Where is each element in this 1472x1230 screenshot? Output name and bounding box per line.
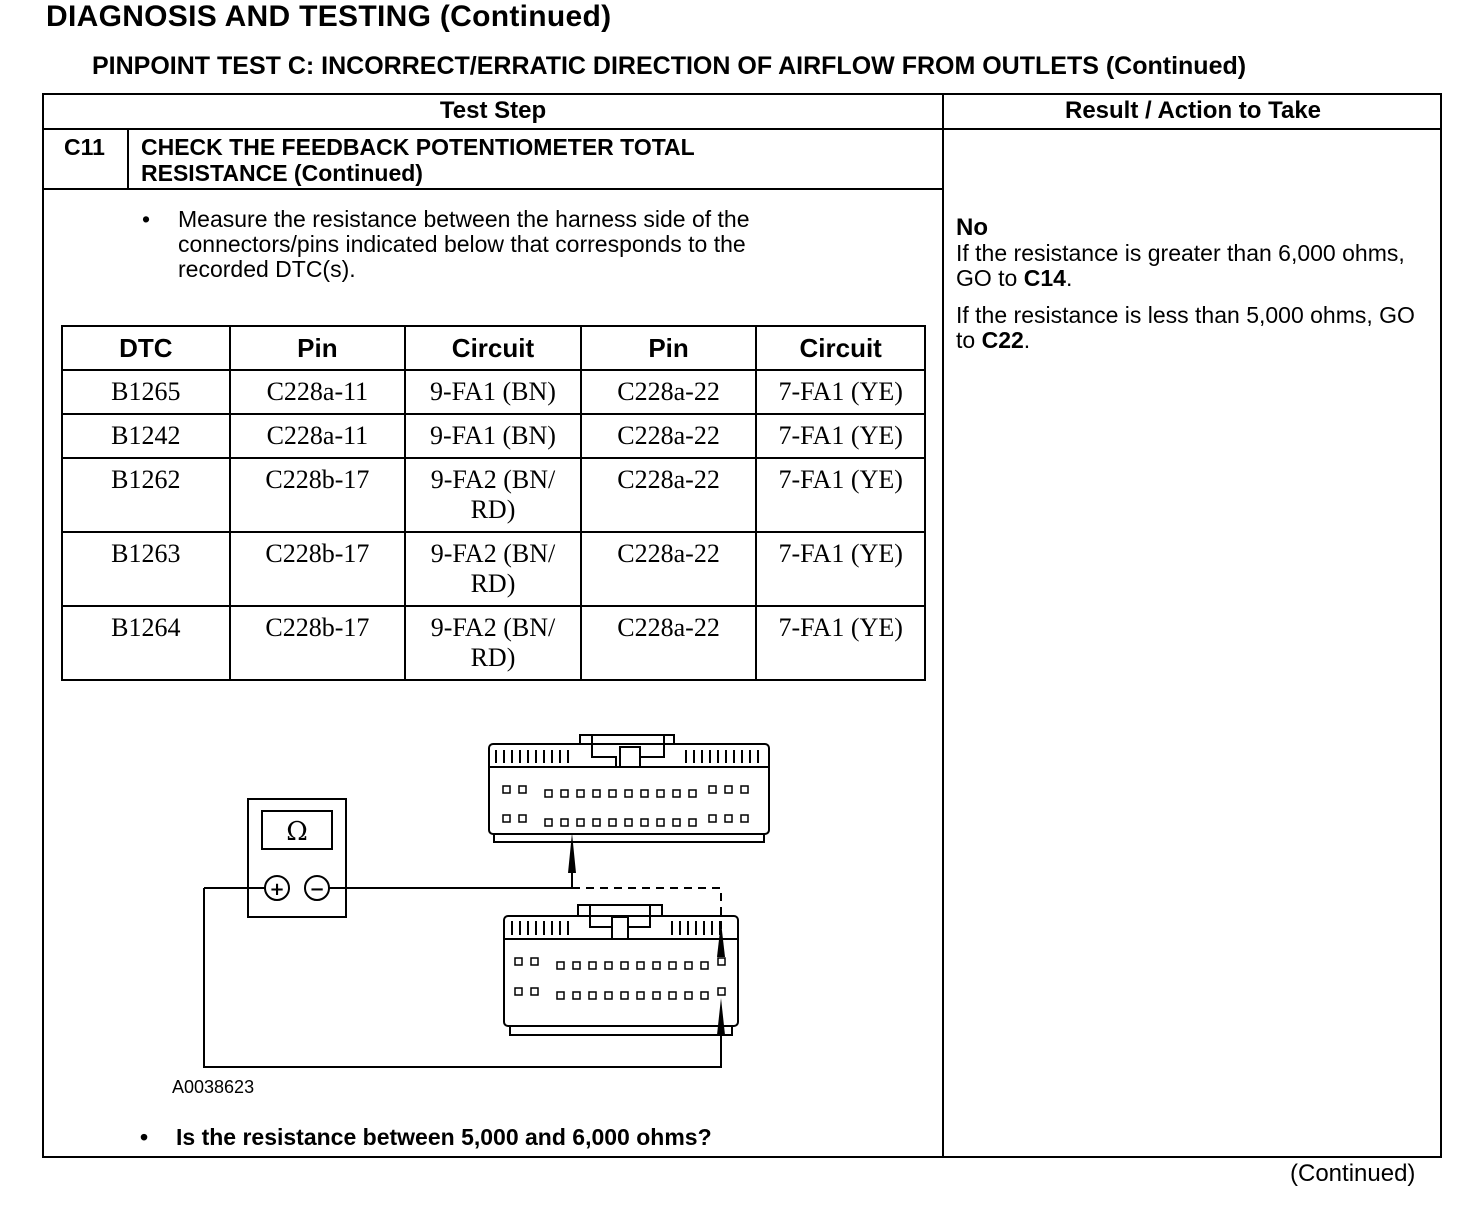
table-row — [62, 606, 925, 680]
pin-cell: C228b-17 — [230, 532, 406, 606]
step-id: C11 — [64, 134, 105, 160]
circuit-cell: 9-FA2 (BN/ RD) — [405, 458, 581, 532]
result-header: Result / Action to Take — [1064, 97, 1322, 124]
result-less-than — [956, 303, 1436, 353]
plus-sign: + — [269, 879, 285, 900]
pin-cell: C228a-22 — [581, 606, 757, 680]
probe-tip-c228b-17 — [717, 998, 725, 1035]
test-table-frame — [42, 93, 1442, 1158]
circuit-cell: 7-FA1 (YE) — [756, 414, 925, 458]
circuit-cell: 9-FA1 (BN) — [405, 370, 581, 414]
circuit-cell: 9-FA2 (BN/ RD) — [405, 532, 581, 606]
circuit-cell: 7-FA1 (YE) — [756, 606, 925, 680]
figure-id: A0038623 — [172, 1077, 255, 1097]
probe-tip-c228a — [568, 833, 576, 873]
instruction-text: Measure the resistance between the harness side of the connectors/pins indicated below that corresponds to the recorded DTC(s). — [178, 206, 750, 282]
step-title — [141, 134, 841, 186]
result-text-end: . — [1065, 265, 1073, 291]
step-title-line2: RESISTANCE (Continued) — [141, 160, 423, 186]
question-text: Is the resistance between 5,000 and 6,000 ohms? — [176, 1124, 712, 1150]
pin-cell: C228a-11 — [230, 370, 406, 414]
step-heading — [44, 130, 942, 190]
connector-pins — [503, 786, 748, 999]
minus-wire — [329, 855, 572, 888]
result-text: If the resistance is greater than 6,000 ohms, GO to — [956, 240, 1405, 291]
pin-cell: C228b-17 — [230, 458, 406, 532]
result-greater-than — [956, 241, 1426, 291]
dtc-cell: B1242 — [62, 414, 230, 458]
dtc-cell: B1264 — [62, 606, 230, 680]
go-to-c22: C22 — [981, 327, 1024, 353]
dtc-table — [61, 325, 926, 681]
header-pin-1: Pin — [230, 326, 406, 370]
bullet-dot: • — [140, 1124, 149, 1150]
pin-cell: C228a-11 — [230, 414, 406, 458]
pinpoint-test-subtitle: PINPOINT TEST C: INCORRECT/ERRATIC DIRECTION OF AIRFLOW FROM OUTLETS (Continued) — [92, 52, 1247, 80]
pin-cell: C228a-22 — [581, 458, 757, 532]
pin-cell: C228a-22 — [581, 532, 757, 606]
pin-cell: C228a-22 — [581, 370, 757, 414]
header-circuit-1: Circuit — [405, 326, 581, 370]
dtc-cell: B1262 — [62, 458, 230, 532]
header-dtc: DTC — [62, 326, 230, 370]
table-row — [62, 414, 925, 458]
instruction-bullet — [142, 206, 838, 282]
circuit-cell: 7-FA1 (YE) — [756, 458, 925, 532]
table-row — [62, 532, 925, 606]
continued-label: (Continued) — [1290, 1160, 1416, 1187]
go-to-c14: C14 — [1023, 265, 1066, 291]
pin-cell: C228b-17 — [230, 606, 406, 680]
minus-sign: − — [309, 879, 325, 900]
result-text: If the resistance is less than 5,000 ohms, GO to — [956, 302, 1415, 353]
pin-cell: C228a-22 — [581, 414, 757, 458]
table-row — [62, 458, 925, 532]
result-text-end: . — [1023, 327, 1031, 353]
probe-tips — [568, 833, 725, 1035]
circuit-cell: 9-FA1 (BN) — [405, 414, 581, 458]
plus-wire — [204, 888, 721, 1067]
circuit-cell: 7-FA1 (YE) — [756, 532, 925, 606]
test-step-header: Test Step — [439, 97, 547, 124]
column-divider — [942, 95, 944, 1156]
dtc-cell: B1263 — [62, 532, 230, 606]
bullet-dot: • — [142, 206, 151, 232]
header-pin-2: Pin — [581, 326, 757, 370]
header-circuit-2: Circuit — [756, 326, 925, 370]
table-row — [62, 370, 925, 414]
page-title: DIAGNOSIS AND TESTING (Continued) — [46, 0, 612, 33]
ohm-symbol: Ω — [286, 817, 308, 847]
step-title-line1: CHECK THE FEEDBACK POTENTIOMETER TOTAL — [141, 134, 695, 160]
circuit-cell: 7-FA1 (YE) — [756, 370, 925, 414]
wiring-diagram — [44, 695, 942, 1115]
circuit-cell: 9-FA2 (BN/ RD) — [405, 606, 581, 680]
step-id-divider — [127, 130, 129, 188]
result-no-label: No — [956, 214, 988, 241]
connector-c228b-icon — [504, 905, 738, 1035]
question-bullet — [140, 1124, 876, 1150]
dtc-table-header-row — [62, 326, 925, 370]
dtc-cell: B1265 — [62, 370, 230, 414]
dashed-jumper-wire — [572, 888, 721, 940]
